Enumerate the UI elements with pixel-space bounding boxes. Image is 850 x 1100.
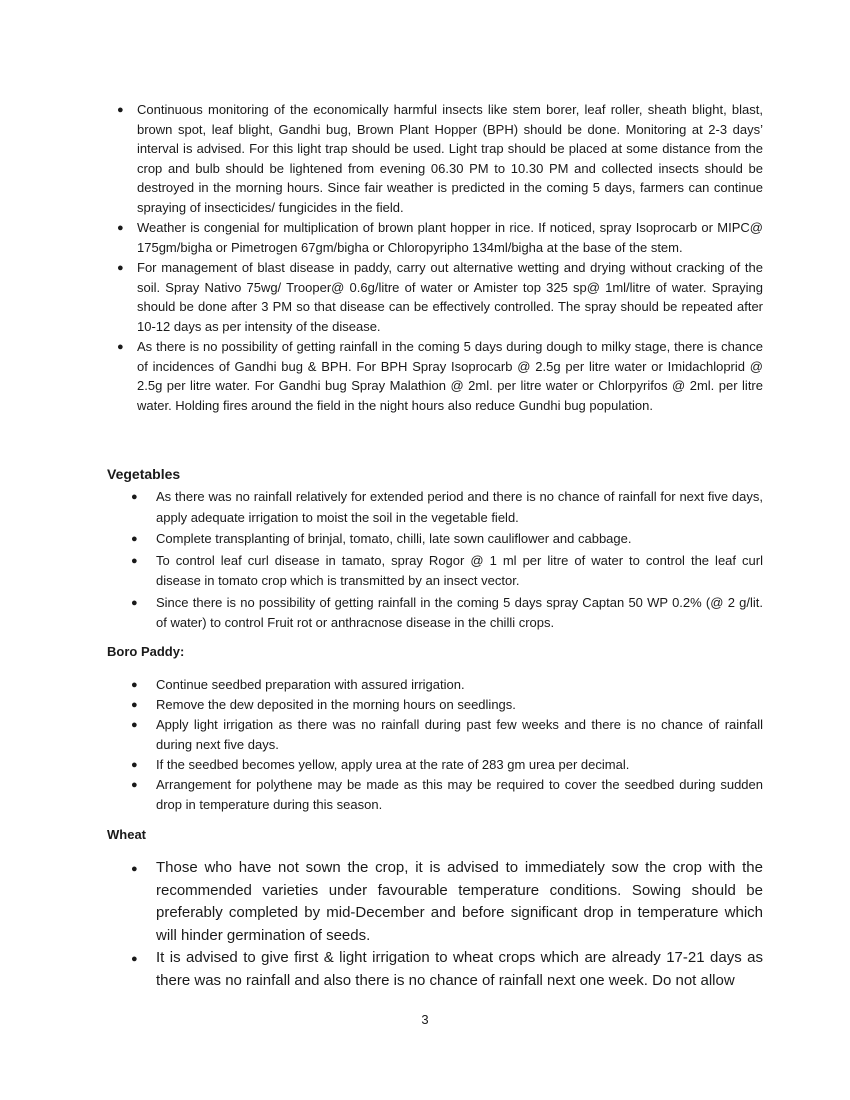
bullet-icon: ● [131,679,138,691]
list-item [131,675,763,695]
list-item [131,775,763,815]
list-item [117,100,763,217]
vegetables-list [131,487,763,635]
list-item [131,947,763,992]
bullet-icon: ● [131,554,138,567]
list-item [131,755,763,775]
paddy-advisory-list [117,100,763,416]
vegetables-heading: Vegetables [107,466,181,482]
list-item [131,487,763,528]
list-item-text: For management of blast disease in paddy, carry out alternative wetting and drying without cracking of the soil. Spray Nativo 75wg/ Trooper@ 0.6g/litre of water or Amister top 325 sp@ 1ml/litre of water. Spraying should be done after 3 PM so that disease can be effectively controlled. The spray should be repeated after 10-12 days as per intensity of the disease. [137,260,763,334]
list-item-text: Those who have not sown the crop, it is advised to immediately sow the crop with the recommended varieties under favourable temperature conditions. Sowing should be preferably completed by mid-December and before significant drop in temperature which will hinder germination of seeds. [156,859,763,944]
list-item-text: Continue seedbed preparation with assured irrigation. [156,677,465,692]
list-item [131,529,763,550]
list-item [131,551,763,592]
bullet-icon: ● [131,491,138,503]
list-item-text: To control leaf curl disease in tamato, spray Rogor @ 1 ml per litre of water to control the leaf curl disease in tomato crop which is transmitted by an insect vector. [156,552,763,588]
bullet-icon: ● [117,341,124,353]
bullet-icon: ● [131,699,138,711]
list-item-text: Apply light irrigation as there was no rainfall during past few weeks and there is no chance of rainfall during next five days. [156,717,763,752]
wheat-heading: Wheat [107,827,146,842]
list-item [131,857,763,947]
list-item-text: As there was no rainfall relatively for extended period and there is no chance of rainfall for next five days, apply adequate irrigation to moist the soil in the vegetable field. [156,489,763,525]
bullet-icon: ● [131,596,138,609]
list-item [131,695,763,715]
list-item-text: Continuous monitoring of the economically harmful insects like stem borer, leaf roller, sheath blight, blast, brown spot, leaf blight, Gandhi bug, Brown Plant Hopper (BPH) should be done. Monitoring at 2-3 days’ interval is advised. For this light trap should be used. Light trap should be placed at some distance from the crop and bulb should be lightened from evening 06.30 PM to 10.30 PM and collected insects should be destroyed in the morning hours. Since fair weather is predicted in the coming 5 days, farmers can continue spraying of insecticides/ fungicides in the field. [137,102,763,215]
list-item-text: As there is no possibility of getting rainfall in the coming 5 days during dough to milky stage, there is chance of incidences of Gandhi bug & BPH. For BPH Spray Isoprocarb @ 2.5g per litre water or Imidachloprid @ 2.5g per litre water. For Gandhi bug Spray Malathion @ 2ml. per litre water or Chlorpyrifos @ 2ml. per litre water. Holding fires around the field in the night hours also reduce Gundhi bug population. [137,339,763,413]
list-item [117,218,763,257]
list-item-text: Weather is congenial for multiplication of brown plant hopper in rice. If noticed, spray Isoprocarb or MIPC@ 175gm/bigha or Pimetrogen 67gm/bigha or Chloropyripho 134ml/bigha at the base of the stem. [137,220,763,255]
bullet-icon: ● [131,759,138,771]
list-item [117,258,763,336]
list-item-text: Complete transplanting of brinjal, tomato, chilli, late sown cauliflower and cabbage. [156,531,632,546]
bullet-icon: ● [131,953,138,965]
list-item [131,593,763,634]
boro-paddy-heading: Boro Paddy: [107,644,185,659]
bullet-icon: ● [117,262,124,274]
bullet-icon: ● [117,104,124,116]
bullet-icon: ● [117,222,124,234]
wheat-list [131,857,763,992]
page-number: 3 [421,1012,429,1027]
list-item [117,337,763,415]
list-item-text: It is advised to give first & light irrigation to wheat crops which are already 17-21 days as there was no rainfall and also there is no chance of rainfall next one week. Do not allow [156,949,763,989]
bullet-icon: ● [131,533,138,545]
list-item-text: Since there is no possibility of getting rainfall in the coming 5 days spray Captan 50 WP 0.2% (@ 2 g/lit. of water) to control Fruit rot or anthracnose disease in the chilli crops. [156,594,763,630]
bullet-icon: ● [131,863,138,875]
list-item [131,715,763,755]
boro-paddy-list [131,675,763,815]
bullet-icon: ● [131,719,138,731]
list-item-text: Remove the dew deposited in the morning hours on seedlings. [156,697,516,712]
list-item-text: Arrangement for polythene may be made as this may be required to cover the seedbed during sudden drop in temperature during this season. [156,777,763,812]
bullet-icon: ● [131,779,138,791]
list-item-text: If the seedbed becomes yellow, apply urea at the rate of 283 gm urea per decimal. [156,757,630,772]
